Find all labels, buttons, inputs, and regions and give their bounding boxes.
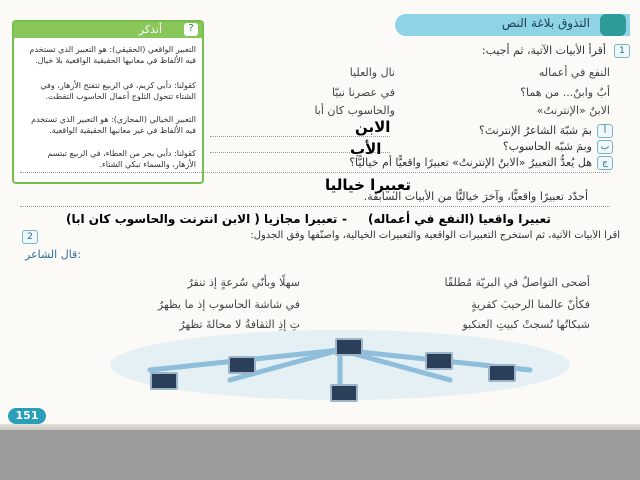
reminder-paragraph-figurative: التعبير الخيالي (المجازي): هو التعبير الذي تستخدم فيه الألفاظ في غير معانيها الحقيقية الواقعية. <box>31 115 196 135</box>
verse-left: والحاسوب كان أبا <box>314 104 395 117</box>
laptop-icon <box>488 364 516 382</box>
page-number: 151 <box>8 408 46 424</box>
answer-d-separator: - <box>342 212 347 226</box>
reminder-header <box>14 22 202 38</box>
laptop-icon <box>228 356 256 374</box>
question-icon: ? <box>184 23 198 36</box>
subquestion-c-number: ج <box>597 156 613 170</box>
question1-instruction: أقرأ الأبيات الآتية، ثم أجيب: <box>481 44 606 57</box>
answer-line <box>20 172 610 173</box>
laptop-icon <box>335 338 363 356</box>
verse-left: في شاشة الحاسوب إذ ما يظهرُ <box>157 298 300 311</box>
reminder-paragraph-real: التعبير الواقعي (الحقيقي): هو التعبير الذي تستخدم فيه الألفاظ في معانيها الحقيقية الواقعية بلا خيال. <box>29 45 196 65</box>
subquestion-b: وبمَ شبّه الحاسوب؟ <box>502 140 592 153</box>
reminder-example-real: كقولنا: دأبي كريم، في الربيع تتفتح الأزهار، وفي الشتاء تتحول الثلوج أعمال الحاسوب التقطت. <box>40 81 196 101</box>
verse-left: في عصرنا نبيّا <box>331 86 395 99</box>
verse-right: فكأنّ عالمنا الرحيبَ كقريةٍ <box>471 298 590 311</box>
question2-instruction: أقرأ الأبيات الآتية، ثم أستخرج التعبيرات الواقعية والتعبيرات الخيالية، وأصنّفها وفق الجدول: <box>250 230 620 241</box>
poet-label: قال الشاعر: <box>25 248 82 261</box>
laptop-icon <box>425 352 453 370</box>
answer-d-real: تعبيرا واقعيا (النفع في أعماله) <box>368 212 551 226</box>
subquestion-a: بمَ شبّهَ الشاعرُ الإنترنتَ؟ <box>479 124 592 137</box>
verse-right: أبٌ وابنٌ... من هما؟ <box>520 86 610 99</box>
question-number: 1 <box>614 44 630 58</box>
reminder-title: أتذكر <box>138 23 162 36</box>
answer-line <box>210 136 390 137</box>
answer-line <box>20 206 610 207</box>
section-title: التذوق بلاغة النص <box>501 16 590 30</box>
book-icon <box>600 14 626 36</box>
subquestion-a-number: أ <box>597 124 613 138</box>
verse-right: النفع في أعماله <box>538 66 610 79</box>
verse-right: الابنُ «الإنترنتُ» <box>536 104 610 117</box>
laptop-icon <box>150 372 178 390</box>
verse-right: شبكاتُها نُسجتْ كبيتِ العنكبو <box>462 318 590 331</box>
verse-right: أضحى التواصلُ في البريّة مُطلقًا <box>444 276 590 289</box>
answer-d-figurative: تعبيرا مجازيا ( الابن انترنت والحاسوب كان ابا) <box>66 212 338 226</box>
answer-a: الابن <box>355 118 391 136</box>
subquestion-d: أحدّد تعبيرًا واقعيًّا، وآخرَ خياليًّا من الأبيات السابقة. <box>363 190 588 203</box>
answer-c: تعبيرا خياليا <box>325 176 411 194</box>
scanner-background <box>0 430 640 480</box>
laptop-icon <box>330 384 358 402</box>
subquestion-c: هل يُعدُّ التعبيرُ «الابنُ الإنترنتُ» تعبيرًا واقعيًّا أم خياليًّا؟ <box>349 156 592 169</box>
subquestion-b-number: ب <box>597 140 613 154</box>
question2-number: 2 <box>22 230 38 244</box>
verse-left: نال والعليا <box>349 66 395 79</box>
verse-left: تِ إذِ الثقافةُ لا محالةَ تظهرُ <box>179 318 300 331</box>
verse-left: سهلًا وبأنّي سُرعةٍ إذ تنقرُ <box>187 276 300 289</box>
reminder-box <box>12 20 204 184</box>
answer-b: الأب <box>350 140 382 158</box>
reminder-example-figurative: كقولنا: دأبي بحر من العطاء، في الربيع تبتسم الأزهار، والسماء تبكي الشتاء. <box>47 149 196 169</box>
